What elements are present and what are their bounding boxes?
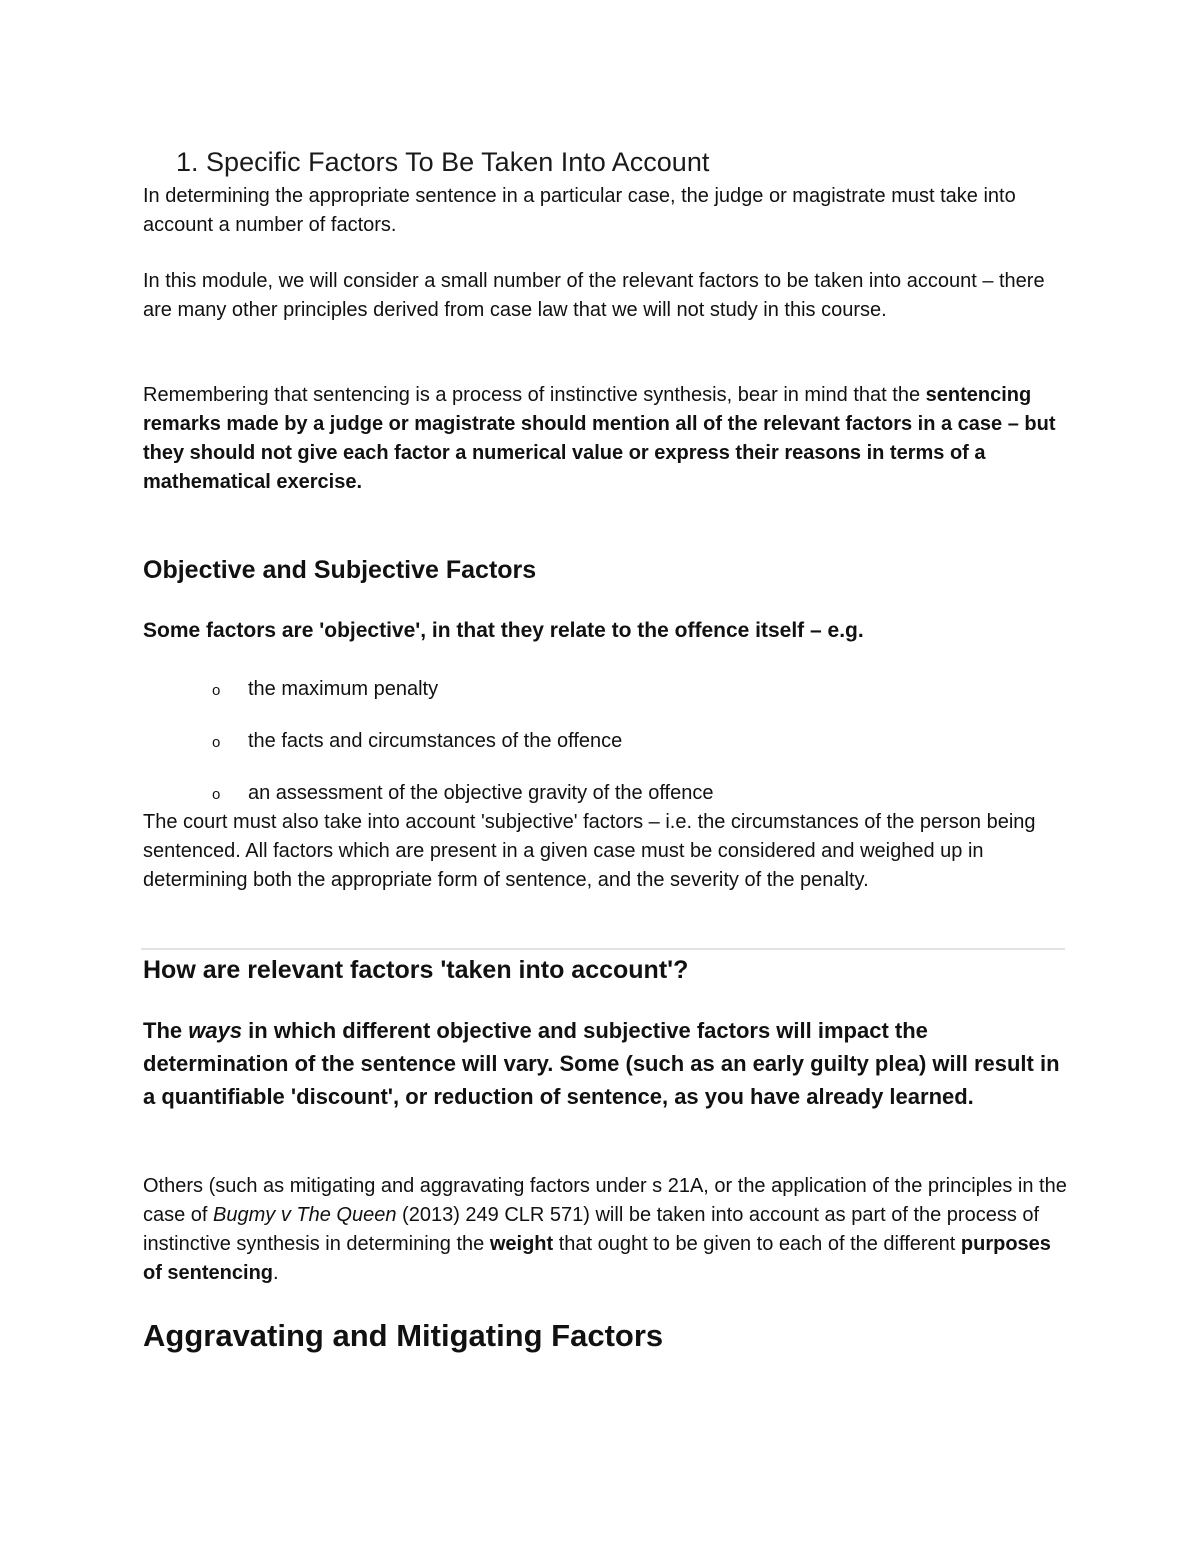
aggravating-mitigating-heading: Aggravating and Mitigating Factors — [143, 1318, 664, 1353]
others-text-2: (2013) 249 CLR 571) will be taken into account as part of the process of instinctive synthesis in determining the — [143, 1204, 1040, 1255]
case-name: Bugmy v The Queen — [213, 1204, 397, 1226]
ways-pre-text: The — [143, 1018, 189, 1043]
remember-bold-text: sentencing remarks made by a judge or magistrate should mention all of the relevant factors in a case – but they should not give each factor a numerical value or express their reasons in terms of a mathematical exercise. — [143, 384, 1056, 493]
others-text-1: Others (such as mitigating and aggravating factors under s 21A, or the application of the principles in the case of — [143, 1175, 1067, 1226]
objective-intro-paragraph: Some factors are 'objective', in that they relate to the offence itself – e.g. — [143, 619, 864, 642]
heading-number: 1. — [176, 147, 199, 177]
remember-paragraph — [143, 381, 1068, 497]
list-item-text: an assessment of the objective gravity of the offence — [248, 782, 714, 804]
intro-paragraph: In determining the appropriate sentence in a particular case, the judge or magistrate must take into account a number of factors. — [143, 185, 1016, 236]
bullet-marker-icon: o — [212, 734, 221, 751]
numbered-heading — [176, 144, 709, 180]
heading-title: Specific Factors To Be Taken Into Account — [206, 147, 710, 177]
others-paragraph — [143, 1172, 1068, 1288]
ways-italic-text: ways — [188, 1018, 243, 1043]
list-item-text: the maximum penalty — [248, 678, 439, 700]
weight-bold-text: weight — [489, 1233, 554, 1255]
others-text-3: that ought to be given to each of the different — [553, 1233, 961, 1255]
ways-paragraph — [143, 1014, 1068, 1113]
purposes-bold-text: purposes of sentencing — [143, 1233, 1051, 1284]
ways-post-text: in which different objective and subjective factors will impact the determination of the sentence will vary. Some (such as an early guilty plea) will result in a quantifiable 'discount', or reduction of sentence, as you have already learned. — [143, 1018, 1060, 1109]
module-paragraph: In this module, we will consider a small number of the relevant factors to be taken into account – there are many other principles derived from case law that we will not study in this course. — [143, 270, 1045, 321]
section-divider — [141, 948, 1065, 950]
remember-lead-text: Remembering that sentencing is a process of instinctive synthesis, bear in mind that the — [143, 384, 926, 406]
objective-subjective-heading: Objective and Subjective Factors — [143, 556, 537, 584]
how-factors-heading: How are relevant factors 'taken into account'? — [143, 956, 689, 984]
bullet-marker-icon: o — [212, 786, 221, 803]
bullet-marker-icon: o — [212, 682, 221, 699]
others-text-4: . — [273, 1262, 279, 1284]
list-item-text: the facts and circumstances of the offence — [248, 730, 623, 752]
subjective-paragraph: The court must also take into account 'subjective' factors – i.e. the circumstances of the person being sentenced. All factors which are present in a given case must be considered and weighed up in determining both the appropriate form of sentence, and the severity of the penalty. — [143, 811, 1036, 891]
